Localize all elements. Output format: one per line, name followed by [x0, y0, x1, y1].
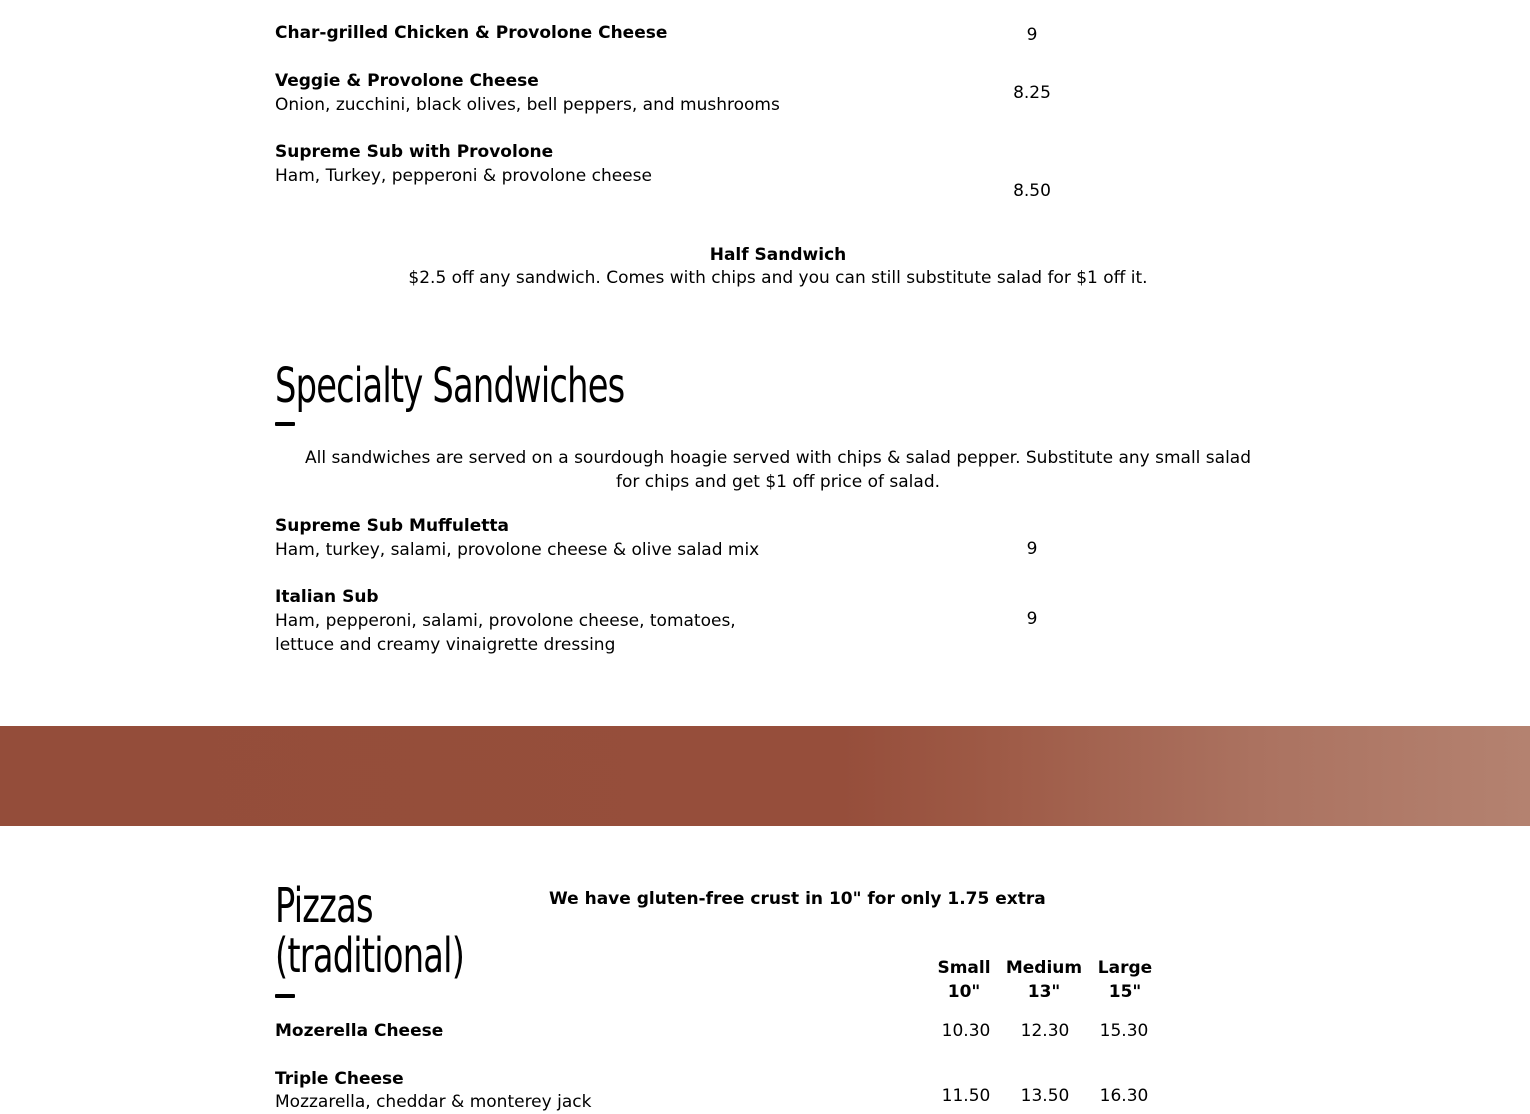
menu-item-name: Mozerella Cheese: [275, 1021, 444, 1041]
half-sandwich-text: $2.5 off any sandwich. Comes with chips and you can still substitute salad for $1 off it.: [408, 268, 1148, 288]
gluten-free-note: We have gluten-free crust in 10" for only 1.75 extra: [549, 889, 1046, 909]
menu-item-description: lettuce and creamy vinaigrette dressing: [275, 635, 616, 655]
size-inches: 10": [947, 982, 981, 1002]
menu-item-price-medium: 12.30: [1020, 1021, 1070, 1041]
menu-item-price-large: 16.30: [1099, 1086, 1149, 1106]
menu-item-description: Onion, zucchini, black olives, bell peppers, and mushrooms: [275, 95, 780, 115]
menu-item-name: Triple Cheese: [275, 1069, 404, 1089]
half-sandwich-title: Half Sandwich: [709, 245, 847, 265]
title-underline: [275, 422, 295, 426]
menu-item-description: Mozzarella, cheddar & monterey jack: [275, 1092, 592, 1112]
specialty-intro: for chips and get $1 off price of salad.: [615, 472, 941, 492]
section-title-pizzas: (traditional): [275, 928, 465, 984]
section-title-pizzas: Pizzas: [275, 878, 373, 934]
size-label: Small: [937, 958, 991, 978]
menu-item-description: Ham, Turkey, pepperoni & provolone cheese: [275, 166, 652, 186]
specialty-intro: All sandwiches are served on a sourdough hoagie served with chips & salad pepper. Substitute any small salad: [304, 448, 1252, 468]
menu-item-description: Ham, pepperoni, salami, provolone cheese, tomatoes,: [275, 611, 736, 631]
menu-item-price: 9: [1026, 539, 1038, 559]
menu-item-description: Ham, turkey, salami, provolone cheese & olive salad mix: [275, 540, 760, 560]
menu-item-price: 9: [1026, 25, 1038, 45]
size-label: Large: [1097, 958, 1153, 978]
size-header-medium: [1004, 956, 1084, 1004]
menu-item-price: 8.25: [1013, 83, 1051, 103]
title-underline: [275, 994, 295, 998]
menu-item-name: Italian Sub: [275, 587, 379, 607]
menu-item-name: Supreme Sub with Provolone: [275, 142, 554, 162]
menu-item-price-small: 10.30: [941, 1021, 991, 1041]
menu-item-price-large: 15.30: [1099, 1021, 1149, 1041]
menu-item-name: Char-grilled Chicken & Provolone Cheese: [275, 23, 668, 43]
size-inches: 13": [1027, 982, 1061, 1002]
menu-item-price: 9: [1026, 609, 1038, 629]
menu-item-price-medium: 13.50: [1020, 1086, 1070, 1106]
menu-item-name: Supreme Sub Muffuletta: [275, 516, 509, 536]
menu-item-price-small: 11.50: [941, 1086, 991, 1106]
size-label: Medium: [1005, 958, 1083, 978]
menu-item-name: Veggie & Provolone Cheese: [275, 71, 539, 91]
size-inches: 15": [1108, 982, 1142, 1002]
menu-item-price: 8.50: [1013, 181, 1051, 201]
size-header-large: [1085, 956, 1165, 1004]
size-header-small: [924, 956, 1004, 1004]
section-title-specialty: Specialty Sandwiches: [275, 358, 625, 414]
decorative-band: [0, 726, 1530, 826]
